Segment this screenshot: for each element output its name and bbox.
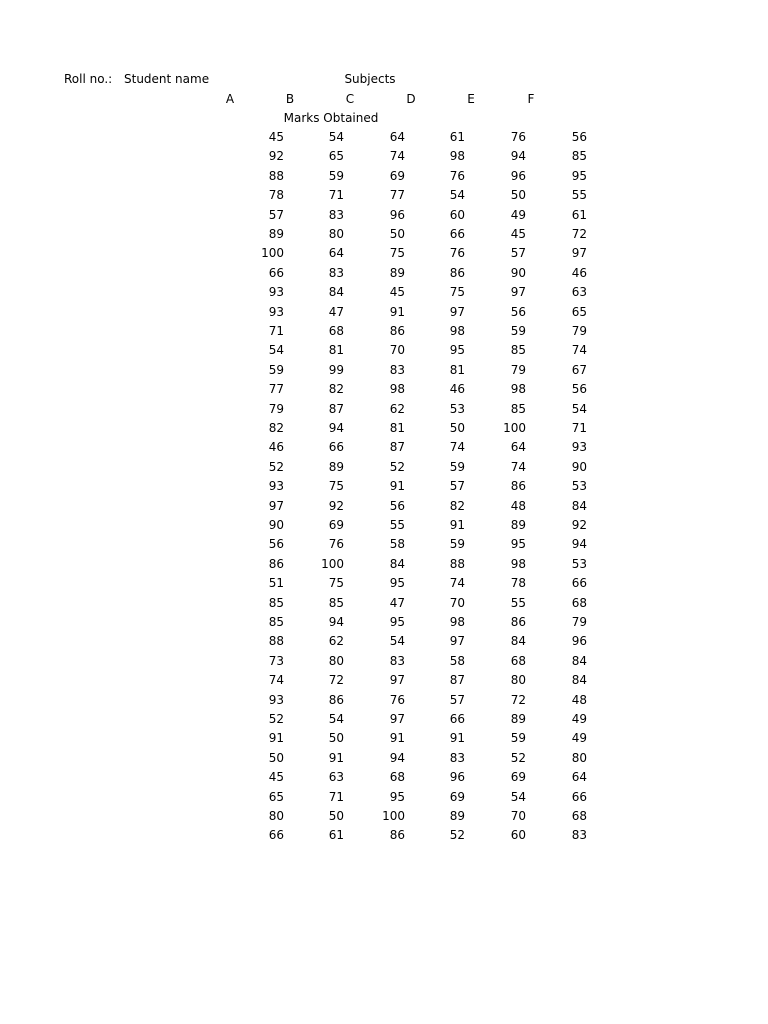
mark-cell: 89 (510, 518, 526, 532)
mark-cell: 73 (268, 653, 284, 668)
mark-cell: 57 (449, 479, 465, 494)
mark-cell: 79 (510, 362, 526, 377)
mark-cell: 81 (389, 421, 405, 435)
mark-cell: 54 (328, 712, 344, 726)
mark-cell: 49 (571, 731, 587, 746)
mark-cell: 49 (510, 207, 526, 222)
mark-cell: 45 (389, 285, 405, 300)
mark-cell: 77 (268, 382, 284, 397)
mark-cell: 63 (328, 770, 344, 785)
mark-cell: 82 (328, 382, 344, 397)
mark-cell: 93 (268, 479, 284, 494)
mark-cell: 66 (571, 576, 587, 591)
mark-cell: 77 (389, 188, 405, 203)
mark-cell: 80 (328, 653, 344, 668)
mark-cell: 79 (571, 324, 587, 338)
mark-cell: 50 (510, 188, 526, 203)
mark-cell: 46 (571, 265, 587, 280)
mark-cell: 80 (571, 750, 587, 765)
subject-code-c: C (345, 92, 355, 106)
mark-cell: 80 (268, 809, 284, 823)
mark-cell: 84 (389, 556, 405, 571)
mark-cell: 100 (261, 246, 284, 261)
mark-cell: 71 (268, 324, 284, 338)
mark-cell: 69 (449, 789, 465, 804)
mark-cell: 76 (449, 168, 465, 183)
mark-cell: 96 (571, 634, 587, 649)
mark-cell: 54 (571, 401, 587, 416)
subjects-header: Subjects (344, 72, 396, 86)
mark-cell: 85 (571, 149, 587, 164)
mark-cell: 100 (503, 421, 526, 435)
mark-cell: 100 (321, 556, 344, 571)
mark-cell: 79 (268, 401, 284, 416)
subject-code-d: D (406, 92, 416, 106)
mark-cell: 94 (571, 537, 587, 552)
mark-cell: 95 (389, 789, 405, 804)
mark-cell: 85 (510, 401, 526, 416)
mark-cell: 94 (389, 750, 405, 765)
mark-cell: 59 (449, 459, 465, 474)
mark-cell: 89 (449, 809, 465, 823)
mark-cell: 97 (510, 285, 526, 300)
mark-cell: 97 (449, 634, 465, 649)
mark-cell: 68 (389, 770, 405, 785)
mark-cell: 98 (449, 324, 465, 338)
mark-cell: 92 (268, 149, 284, 164)
mark-cell: 98 (510, 382, 526, 397)
mark-cell: 92 (328, 498, 344, 513)
mark-cell: 52 (510, 750, 526, 765)
subject-code-f: F (527, 92, 535, 106)
mark-cell: 94 (328, 421, 344, 435)
mark-cell: 97 (449, 304, 465, 319)
mark-cell: 45 (268, 770, 284, 785)
subject-code-b: B (285, 92, 295, 106)
mark-cell: 91 (449, 731, 465, 746)
mark-cell: 90 (268, 518, 284, 532)
mark-cell: 61 (449, 130, 465, 144)
mark-cell: 53 (571, 479, 587, 494)
mark-cell: 76 (510, 130, 526, 144)
mark-cell: 89 (389, 265, 405, 280)
mark-cell: 86 (328, 692, 344, 707)
mark-cell: 69 (328, 518, 344, 532)
mark-cell: 58 (449, 653, 465, 668)
mark-cell: 46 (268, 440, 284, 455)
mark-cell: 64 (510, 440, 526, 455)
mark-cell: 91 (449, 518, 465, 532)
mark-cell: 82 (449, 498, 465, 513)
mark-cell: 54 (328, 130, 344, 144)
mark-cell: 50 (328, 731, 344, 746)
mark-cell: 91 (389, 479, 405, 494)
mark-cell: 59 (510, 731, 526, 746)
mark-cell: 86 (449, 265, 465, 280)
mark-cell: 52 (449, 828, 465, 843)
mark-cell: 64 (571, 770, 587, 785)
mark-cell: 54 (389, 634, 405, 649)
mark-cell: 76 (449, 246, 465, 261)
mark-cell: 93 (268, 285, 284, 300)
mark-cell: 74 (571, 343, 587, 358)
mark-cell: 93 (268, 692, 284, 707)
mark-cell: 75 (328, 479, 344, 494)
mark-cell: 86 (389, 828, 405, 843)
mark-cell: 75 (449, 285, 465, 300)
mark-cell: 69 (510, 770, 526, 785)
mark-cell: 56 (510, 304, 526, 319)
mark-cell: 92 (571, 518, 587, 532)
mark-cell: 74 (268, 673, 284, 688)
mark-cell: 74 (389, 149, 405, 164)
mark-cell: 93 (268, 304, 284, 319)
mark-cell: 81 (449, 362, 465, 377)
marks-obtained-header: Marks Obtained (283, 111, 379, 125)
mark-cell: 60 (510, 828, 526, 843)
mark-cell: 97 (389, 712, 405, 726)
mark-cell: 72 (328, 673, 344, 688)
mark-cell: 74 (510, 459, 526, 474)
mark-cell: 82 (268, 421, 284, 435)
mark-cell: 59 (449, 537, 465, 552)
mark-cell: 86 (510, 479, 526, 494)
mark-cell: 72 (510, 692, 526, 707)
mark-cell: 95 (389, 615, 405, 629)
subject-code-e: E (467, 92, 475, 106)
mark-cell: 83 (389, 362, 405, 377)
mark-cell: 70 (510, 809, 526, 823)
mark-cell: 62 (389, 401, 405, 416)
mark-cell: 70 (449, 595, 465, 610)
mark-cell: 68 (571, 809, 587, 823)
mark-cell: 89 (328, 459, 344, 474)
mark-cell: 83 (571, 828, 587, 843)
mark-cell: 87 (328, 401, 344, 416)
mark-cell: 56 (571, 382, 587, 397)
mark-cell: 55 (510, 595, 526, 610)
mark-cell: 66 (268, 828, 284, 843)
mark-cell: 68 (328, 324, 344, 338)
mark-cell: 46 (449, 382, 465, 397)
mark-cell: 99 (328, 362, 344, 377)
mark-cell: 98 (449, 615, 465, 629)
mark-cell: 94 (328, 615, 344, 629)
mark-cell: 84 (571, 653, 587, 668)
mark-cell: 59 (510, 324, 526, 338)
mark-cell: 65 (328, 149, 344, 164)
mark-cell: 52 (389, 459, 405, 474)
mark-cell: 56 (389, 498, 405, 513)
mark-cell: 86 (268, 556, 284, 571)
mark-cell: 59 (328, 168, 344, 183)
mark-cell: 91 (268, 731, 284, 746)
mark-cell: 47 (389, 595, 405, 610)
mark-cell: 95 (571, 168, 587, 183)
mark-cell: 78 (510, 576, 526, 591)
mark-cell: 85 (268, 615, 284, 629)
mark-cell: 54 (510, 789, 526, 804)
mark-cell: 90 (571, 459, 587, 474)
mark-cell: 86 (389, 324, 405, 338)
mark-cell: 66 (328, 440, 344, 455)
mark-cell: 51 (268, 576, 284, 591)
mark-cell: 47 (328, 304, 344, 319)
mark-cell: 65 (571, 304, 587, 319)
mark-cell: 88 (268, 634, 284, 649)
mark-cell: 96 (389, 207, 405, 222)
mark-cell: 97 (268, 498, 284, 513)
mark-cell: 58 (389, 537, 405, 552)
mark-cell: 66 (449, 712, 465, 726)
mark-cell: 79 (571, 615, 587, 629)
mark-cell: 76 (389, 692, 405, 707)
mark-cell: 71 (328, 789, 344, 804)
mark-cell: 72 (571, 227, 587, 241)
mark-cell: 84 (571, 673, 587, 688)
mark-cell: 64 (389, 130, 405, 144)
mark-cell: 71 (328, 188, 344, 203)
mark-cell: 50 (389, 227, 405, 241)
mark-cell: 94 (510, 149, 526, 164)
mark-cell: 97 (571, 246, 587, 261)
mark-cell: 70 (389, 343, 405, 358)
mark-cell: 68 (510, 653, 526, 668)
mark-cell: 88 (449, 556, 465, 571)
mark-cell: 81 (328, 343, 344, 358)
mark-cell: 68 (571, 595, 587, 610)
mark-cell: 84 (510, 634, 526, 649)
mark-cell: 96 (510, 168, 526, 183)
mark-cell: 49 (571, 712, 587, 726)
mark-cell: 59 (268, 362, 284, 377)
mark-cell: 55 (571, 188, 587, 203)
mark-cell: 45 (510, 227, 526, 241)
mark-cell: 48 (571, 692, 587, 707)
mark-cell: 56 (268, 537, 284, 552)
mark-cell: 90 (510, 265, 526, 280)
roll-no-header: Roll no.: (64, 72, 113, 86)
mark-cell: 53 (449, 401, 465, 416)
mark-cell: 74 (449, 576, 465, 591)
mark-cell: 64 (328, 246, 344, 261)
mark-cell: 91 (389, 304, 405, 319)
mark-cell: 62 (328, 634, 344, 649)
mark-cell: 50 (268, 750, 284, 765)
mark-cell: 80 (328, 227, 344, 241)
mark-cell: 80 (510, 673, 526, 688)
mark-cell: 88 (268, 168, 284, 183)
mark-cell: 83 (389, 653, 405, 668)
mark-cell: 45 (268, 130, 284, 144)
mark-cell: 50 (328, 809, 344, 823)
mark-cell: 63 (571, 285, 587, 300)
mark-cell: 69 (389, 168, 405, 183)
mark-cell: 60 (449, 207, 465, 222)
mark-cell: 98 (389, 382, 405, 397)
mark-cell: 83 (328, 265, 344, 280)
mark-cell: 76 (328, 537, 344, 552)
mark-cell: 83 (449, 750, 465, 765)
mark-cell: 95 (389, 576, 405, 591)
mark-cell: 57 (510, 246, 526, 261)
subject-code-a: A (225, 92, 235, 106)
mark-cell: 95 (510, 537, 526, 552)
mark-cell: 54 (268, 343, 284, 358)
mark-cell: 95 (449, 343, 465, 358)
mark-cell: 74 (449, 440, 465, 455)
mark-cell: 71 (571, 421, 587, 435)
mark-cell: 66 (571, 789, 587, 804)
mark-cell: 84 (571, 498, 587, 513)
mark-cell: 54 (449, 188, 465, 203)
mark-cell: 66 (268, 265, 284, 280)
mark-cell: 83 (328, 207, 344, 222)
mark-cell: 48 (510, 498, 526, 513)
mark-cell: 67 (571, 362, 587, 377)
mark-cell: 85 (268, 595, 284, 610)
mark-cell: 98 (449, 149, 465, 164)
mark-cell: 75 (389, 246, 405, 261)
mark-cell: 50 (449, 421, 465, 435)
mark-cell: 78 (268, 188, 284, 203)
mark-cell: 89 (268, 227, 284, 241)
mark-cell: 61 (328, 828, 344, 843)
mark-cell: 56 (571, 130, 587, 144)
mark-cell: 57 (449, 692, 465, 707)
mark-cell: 53 (571, 556, 587, 571)
mark-cell: 85 (510, 343, 526, 358)
mark-cell: 87 (449, 673, 465, 688)
mark-cell: 91 (328, 750, 344, 765)
mark-cell: 66 (449, 227, 465, 241)
mark-cell: 97 (389, 673, 405, 688)
mark-cell: 52 (268, 459, 284, 474)
student-name-header: Student name (124, 72, 210, 86)
mark-cell: 52 (268, 712, 284, 726)
mark-cell: 87 (389, 440, 405, 455)
mark-cell: 96 (449, 770, 465, 785)
mark-cell: 85 (328, 595, 344, 610)
mark-cell: 75 (328, 576, 344, 591)
mark-cell: 98 (510, 556, 526, 571)
mark-cell: 91 (389, 731, 405, 746)
mark-cell: 93 (571, 440, 587, 455)
mark-cell: 84 (328, 285, 344, 300)
mark-cell: 89 (510, 712, 526, 726)
mark-cell: 55 (389, 518, 405, 532)
mark-cell: 65 (268, 789, 284, 804)
mark-cell: 100 (382, 809, 405, 823)
mark-cell: 61 (571, 207, 587, 222)
mark-cell: 57 (268, 207, 284, 222)
mark-cell: 86 (510, 615, 526, 629)
